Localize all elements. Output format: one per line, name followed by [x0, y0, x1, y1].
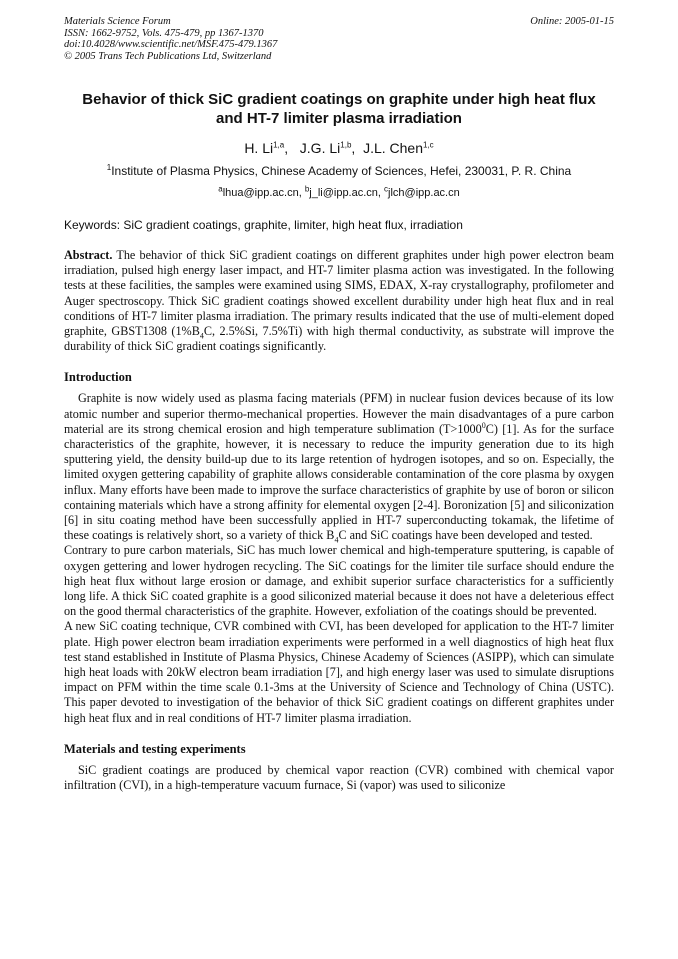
email-superscript: a: [218, 184, 223, 194]
paragraph-text: C and SiC coatings have been developed and tested.: [338, 528, 593, 543]
copyright-line: © 2005 Trans Tech Publications Ltd, Switzerland: [64, 50, 272, 62]
affiliation: [64, 164, 614, 178]
superscript: 0: [481, 420, 486, 430]
author-separator: ,: [284, 140, 300, 156]
section-heading-introduction: Introduction: [64, 370, 132, 385]
email-list: [64, 184, 614, 199]
paragraph-text: C) [1]. As for the surface characteristics of the graphite, however, it is necessary to reduce the impurity generation due to its high sputtering yield, the density build-up due to its large retention of hydrogen isotopes, and so on. Especially, the limited oxygen gettering capability of graphite allows considerable contamination of the core plasma by oxygen influx. Many efforts have been made to improve the surface characteristics of graphite by use of boron or silicon containing materials which have a strong affinity for elemental oxygen [2-4]. Boronization [5] and siliconization [6] in situ coating method have been successfully applied in HT-7 superconducting tokamak, the lifetime of these coatings is relatively short, so a variety of thick B: [64, 421, 614, 543]
author-name: J.G. Li: [299, 140, 341, 156]
abstract-label: Abstract.: [64, 248, 113, 262]
paper-page: [64, 16, 614, 793]
journal-header: [64, 16, 614, 62]
intro-paragraph-3: A new SiC coating technique, CVR combined with CVI, has been developed for application to the HT-7 limiter plate. High power electron beam irradiation experiments were performed in a well diagnostics of high heat flux test stand established in Institute of Plasma Physics, Chinese Academy of Sciences (ASIPP), which can simulate high heat loads with 20kW electron beam irradiation [7], and high energy laser was used to simulate disruptions impact on PFM within the time scale 0.1-3ms at the University of Science and Technology of China (USTC). This paper devoted to investigation of the behavior of thick SiC gradient coatings on different graphites under high heat flux and in real conditions of HT-7 limiter plasma irradiation.: [64, 619, 614, 725]
materials-paragraph-1: SiC gradient coatings are produced by chemical vapor reaction (CVR) combined with chemical vapor infiltration (CVI), in a high-temperature vacuum furnace, Si (vapor) was used to siliconize: [64, 762, 614, 793]
abstract: [64, 248, 614, 354]
paragraph-text: Graphite is now widely used as plasma facing materials (PFM) in nuclear fusion devices because of its low atomic number and superior thermo-mechanical properties. However the main disadvantages of a pure carbon material are its strong chemical erosion and high temperature sublimation (T>1000: [64, 391, 614, 436]
email-superscript: c: [384, 184, 389, 194]
author-name: J.L. Chen: [363, 140, 423, 156]
email-address[interactable]: lhua@ipp.ac.cn,: [222, 187, 305, 199]
journal-name: Materials Science Forum: [64, 16, 171, 27]
affiliation-text: Institute of Plasma Physics, Chinese Academy of Sciences, Hefei, 230031, P. R. China: [111, 164, 572, 178]
title-line-1: Behavior of thick SiC gradient coatings on graphite under high heat flux: [82, 91, 596, 108]
email-superscript: b: [304, 184, 310, 194]
title-line-2: and HT-7 limiter plasma irradiation: [216, 110, 462, 127]
intro-paragraph-2: Contrary to pure carbon materials, SiC has much lower chemical and high-temperature sputtering, is capable of oxygen gettering and lower hydrogen recycling. The SiC coatings for the limiter tile surface should endure the high heat flux without large erosion or damage, and exhibit superior surface characteristics for a sufficiently long life. A thick SiC coated graphite is a good siliconized material because it does not have a deleterious effect on the good thermal characteristics of the graphite. However, exfoliation of the coatings should be prevented.: [64, 543, 614, 619]
paper-title: [64, 90, 614, 128]
author-name: H. Li: [244, 140, 274, 156]
abstract-text: C, 2.5%Si, 7.5%Ti) with high thermal conductivity, as substrate will improve the durability of thick SiC gradient coatings significantly.: [64, 324, 614, 354]
email-address[interactable]: jlch@ipp.ac.cn: [388, 187, 460, 199]
online-date: Online: 2005-01-15: [530, 16, 614, 27]
email-address[interactable]: j_li@ipp.ac.cn,: [309, 187, 385, 199]
subscript: 4: [334, 535, 339, 545]
abstract-subscript: 4: [199, 331, 204, 341]
author-superscript: 1,c: [423, 140, 434, 150]
affiliation-superscript: 1: [106, 163, 112, 172]
section-heading-materials: Materials and testing experiments: [64, 741, 246, 756]
abstract-text: The behavior of thick SiC gradient coatings on different graphites under high power electron beam irradiation, pulsed high energy laser impact, and HT-7 limiter plasma action was investigated. In the following tests at these facilities, the samples were examined using SIMS, EDAX, X-ray crystallography, profilometer and Auger spectroscopy. Thick SiC gradient coatings showed excellent durability under high heat flux and in real conditions of HT-7 limiter plasma irradiation. The primary results indicated that the use of multi-element doped graphite, GBST1308 (1%B: [64, 248, 614, 339]
author-superscript: 1,b: [340, 140, 352, 150]
intro-paragraph-1: [64, 391, 614, 543]
author-separator: ,: [351, 140, 364, 156]
author-list: [64, 140, 614, 156]
doi-line[interactable]: doi:10.4028/www.scientific.net/MSF.475-479.1367: [64, 39, 278, 50]
keywords: Keywords: SiC gradient coatings, graphite, limiter, high heat flux, irradiation: [64, 218, 463, 232]
issn-line: ISSN: 1662-9752, Vols. 475-479, pp 1367-1370: [64, 27, 264, 39]
author-superscript: 1,a: [273, 140, 285, 150]
